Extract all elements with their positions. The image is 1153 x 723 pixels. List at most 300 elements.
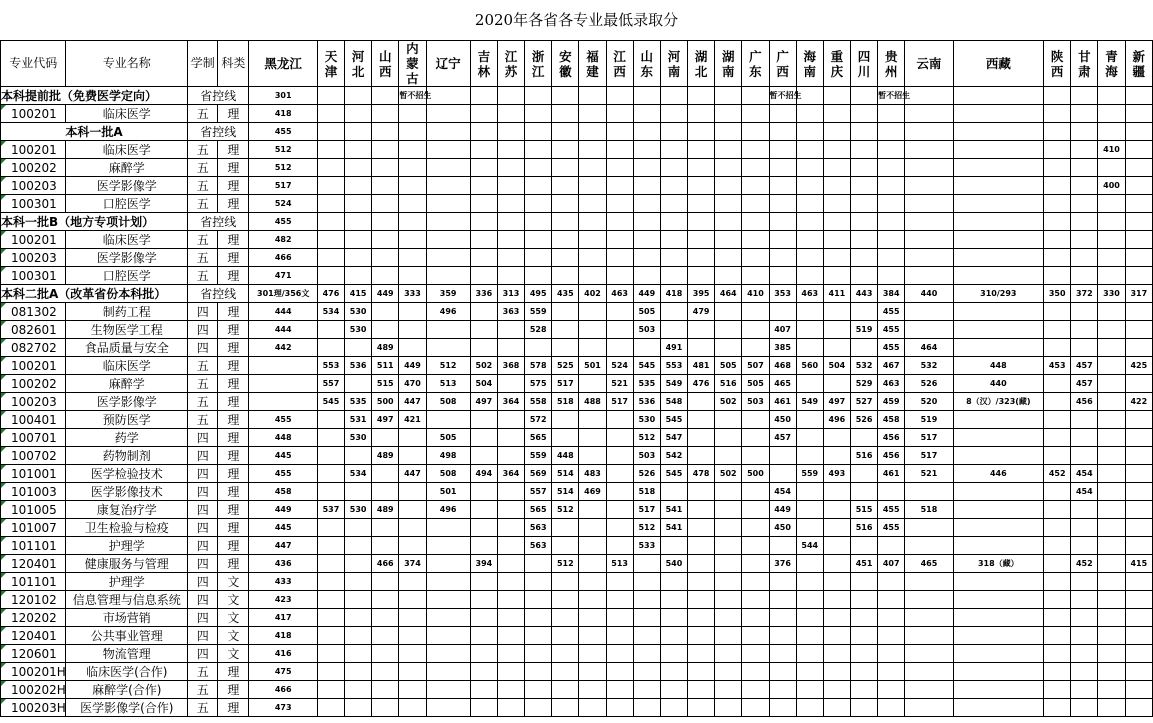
score-cell: 359 xyxy=(426,285,470,303)
major-name: 公共事业管理 xyxy=(66,627,188,645)
score-cell xyxy=(579,681,606,699)
score-cell xyxy=(497,573,524,591)
score-cell xyxy=(606,177,633,195)
batch-row xyxy=(1,285,1153,303)
score-cell xyxy=(579,213,606,231)
score-cell: 512 xyxy=(552,555,579,573)
score-cell xyxy=(525,663,552,681)
score-cell xyxy=(579,663,606,681)
score-cell xyxy=(953,159,1044,177)
score-cell: 540 xyxy=(660,555,687,573)
score-cell: 549 xyxy=(660,375,687,393)
score-cell xyxy=(1098,393,1125,411)
score-cell xyxy=(633,213,660,231)
score-cell xyxy=(497,123,524,141)
score-cell xyxy=(345,627,372,645)
score-cell xyxy=(742,645,769,663)
score-cell xyxy=(345,87,372,105)
score-cell xyxy=(317,591,344,609)
duration: 四 xyxy=(188,429,218,447)
duration: 五 xyxy=(188,105,218,123)
score-cell: 449 xyxy=(399,357,426,375)
score-cell xyxy=(470,699,497,717)
score-cell xyxy=(345,537,372,555)
score-cell: 385 xyxy=(769,339,796,357)
score-cell xyxy=(905,105,953,123)
score-cell xyxy=(1125,177,1152,195)
score-cell xyxy=(372,429,399,447)
score-cell: 493 xyxy=(823,465,850,483)
score-cell: 517 xyxy=(552,375,579,393)
score-cell xyxy=(953,591,1044,609)
score-cell xyxy=(1125,483,1152,501)
score-cell xyxy=(1071,627,1098,645)
score-cell xyxy=(470,267,497,285)
score-cell xyxy=(878,267,905,285)
score-cell xyxy=(1071,591,1098,609)
score-cell: 364 xyxy=(497,465,524,483)
table-row xyxy=(1,357,1153,375)
score-cell xyxy=(317,465,344,483)
score-cell xyxy=(1125,87,1152,105)
score-cell xyxy=(905,321,953,339)
score-cell xyxy=(715,681,742,699)
major-code: 101005 xyxy=(1,501,66,519)
table-row xyxy=(1,159,1153,177)
score-cell xyxy=(525,699,552,717)
score-cell xyxy=(426,627,470,645)
score-cell xyxy=(426,555,470,573)
score-cell xyxy=(399,177,426,195)
score-cell: 466 xyxy=(249,681,317,699)
score-cell: 456 xyxy=(1071,393,1098,411)
score-cell: 457 xyxy=(769,429,796,447)
score-cell: 559 xyxy=(796,465,823,483)
score-cell xyxy=(1071,87,1098,105)
score-cell: 572 xyxy=(525,411,552,429)
province-header: 天津 xyxy=(317,41,344,87)
score-cell xyxy=(796,609,823,627)
score-cell xyxy=(497,231,524,249)
province-header: 重庆 xyxy=(823,41,850,87)
score-cell xyxy=(345,339,372,357)
score-cell xyxy=(372,627,399,645)
score-cell: 415 xyxy=(345,285,372,303)
table-body xyxy=(1,87,1153,717)
score-cell xyxy=(1098,465,1125,483)
score-cell: 425 xyxy=(1125,357,1152,375)
score-cell xyxy=(470,213,497,231)
score-cell xyxy=(823,339,850,357)
score-cell xyxy=(953,141,1044,159)
score-cell: 451 xyxy=(850,555,877,573)
score-cell: 541 xyxy=(660,501,687,519)
score-cell xyxy=(1125,411,1152,429)
score-cell xyxy=(742,195,769,213)
score-cell xyxy=(1071,699,1098,717)
score-cell xyxy=(552,627,579,645)
score-cell xyxy=(552,141,579,159)
score-cell: 482 xyxy=(249,231,317,249)
score-cell: 418 xyxy=(249,627,317,645)
score-cell xyxy=(317,231,344,249)
score-cell xyxy=(426,195,470,213)
score-cell: 528 xyxy=(525,321,552,339)
score-cell xyxy=(1125,699,1152,717)
score-cell xyxy=(372,519,399,537)
score-cell xyxy=(1125,195,1152,213)
score-cell xyxy=(470,501,497,519)
score-cell xyxy=(525,267,552,285)
score-cell xyxy=(660,573,687,591)
score-cell xyxy=(345,141,372,159)
table-row xyxy=(1,141,1153,159)
score-cell xyxy=(399,321,426,339)
score-cell xyxy=(1044,645,1071,663)
table-row xyxy=(1,519,1153,537)
score-cell xyxy=(878,681,905,699)
score-cell xyxy=(878,627,905,645)
score-cell xyxy=(953,123,1044,141)
major-name: 物流管理 xyxy=(66,645,188,663)
score-cell xyxy=(552,609,579,627)
score-cell xyxy=(1044,699,1071,717)
score-cell xyxy=(796,573,823,591)
score-cell: 384 xyxy=(878,285,905,303)
score-cell xyxy=(606,663,633,681)
score-cell: 500 xyxy=(742,465,769,483)
major-code: 100201 xyxy=(1,231,66,249)
major-name: 麻醉学 xyxy=(66,159,188,177)
score-cell xyxy=(345,159,372,177)
province-header: 内蒙古 xyxy=(399,41,426,87)
score-cell xyxy=(688,231,715,249)
score-cell xyxy=(552,573,579,591)
score-cell xyxy=(317,123,344,141)
score-cell xyxy=(742,627,769,645)
score-cell xyxy=(905,699,953,717)
province-header: 甘肃 xyxy=(1071,41,1098,87)
score-cell: 517 xyxy=(606,393,633,411)
score-cell xyxy=(1071,159,1098,177)
score-cell xyxy=(552,249,579,267)
score-cell xyxy=(660,681,687,699)
score-cell xyxy=(905,231,953,249)
score-cell: 364 xyxy=(497,393,524,411)
province-header: 陕西 xyxy=(1044,41,1071,87)
score-cell xyxy=(905,267,953,285)
score-cell xyxy=(470,483,497,501)
score-cell xyxy=(552,339,579,357)
score-cell xyxy=(688,159,715,177)
score-cell xyxy=(497,195,524,213)
score-cell xyxy=(953,627,1044,645)
duration: 四 xyxy=(188,501,218,519)
score-cell: 469 xyxy=(579,483,606,501)
score-cell xyxy=(470,519,497,537)
score-cell xyxy=(579,609,606,627)
score-cell xyxy=(953,339,1044,357)
score-cell xyxy=(1044,141,1071,159)
subject-type: 理 xyxy=(218,393,249,411)
score-cell xyxy=(633,177,660,195)
score-cell: 537 xyxy=(317,501,344,519)
score-cell xyxy=(796,663,823,681)
score-cell xyxy=(426,159,470,177)
score-cell: 454 xyxy=(1071,465,1098,483)
table-row xyxy=(1,267,1153,285)
score-cell xyxy=(1098,555,1125,573)
score-cell xyxy=(525,159,552,177)
score-cell: 435 xyxy=(552,285,579,303)
score-cell: 478 xyxy=(688,465,715,483)
score-cell xyxy=(470,123,497,141)
score-cell: 暂不招生 xyxy=(769,87,796,105)
score-cell xyxy=(742,249,769,267)
score-cell xyxy=(796,447,823,465)
score-cell xyxy=(372,87,399,105)
score-cell xyxy=(606,321,633,339)
duration: 五 xyxy=(188,177,218,195)
score-cell xyxy=(470,195,497,213)
score-cell xyxy=(552,303,579,321)
score-cell xyxy=(1125,303,1152,321)
score-cell: 559 xyxy=(525,447,552,465)
score-cell: 517 xyxy=(905,429,953,447)
score-cell xyxy=(317,339,344,357)
score-cell xyxy=(1098,681,1125,699)
score-cell xyxy=(426,141,470,159)
score-cell xyxy=(1125,591,1152,609)
score-cell: 458 xyxy=(249,483,317,501)
score-cell: 505 xyxy=(742,375,769,393)
score-cell xyxy=(769,627,796,645)
score-cell xyxy=(715,447,742,465)
score-cell xyxy=(796,195,823,213)
score-cell xyxy=(905,213,953,231)
score-cell xyxy=(606,213,633,231)
score-cell xyxy=(769,681,796,699)
score-cell xyxy=(1044,681,1071,699)
score-cell xyxy=(1044,609,1071,627)
score-cell: 455 xyxy=(878,321,905,339)
score-cell xyxy=(1125,627,1152,645)
subject-type: 理 xyxy=(218,267,249,285)
score-cell xyxy=(317,177,344,195)
score-cell xyxy=(1071,231,1098,249)
score-cell: 363 xyxy=(497,303,524,321)
score-cell xyxy=(552,663,579,681)
score-cell: 504 xyxy=(823,357,850,375)
score-cell xyxy=(769,465,796,483)
batch-row xyxy=(1,213,1153,231)
score-cell xyxy=(769,699,796,717)
score-cell xyxy=(525,195,552,213)
score-cell xyxy=(345,213,372,231)
score-cell xyxy=(715,573,742,591)
score-cell xyxy=(1071,663,1098,681)
score-cell: 372 xyxy=(1071,285,1098,303)
score-cell xyxy=(796,411,823,429)
major-name: 麻醉学 xyxy=(66,375,188,393)
province-header: 江苏 xyxy=(497,41,524,87)
score-cell xyxy=(823,231,850,249)
score-cell xyxy=(497,663,524,681)
score-cell: 436 xyxy=(249,555,317,573)
major-name: 信息管理与信息系统 xyxy=(66,591,188,609)
score-cell: 476 xyxy=(317,285,344,303)
score-cell xyxy=(688,105,715,123)
major-name: 医学影像技术 xyxy=(66,483,188,501)
score-cell xyxy=(850,645,877,663)
duration: 五 xyxy=(188,267,218,285)
score-cell xyxy=(1098,483,1125,501)
score-cell xyxy=(1125,447,1152,465)
score-cell xyxy=(660,321,687,339)
duration: 五 xyxy=(188,159,218,177)
score-cell xyxy=(552,267,579,285)
score-cell xyxy=(579,123,606,141)
score-cell xyxy=(525,249,552,267)
score-cell: 481 xyxy=(688,357,715,375)
major-name: 麻醉学(合作) xyxy=(66,681,188,699)
duration: 五 xyxy=(188,357,218,375)
duration: 四 xyxy=(188,465,218,483)
score-cell xyxy=(1098,537,1125,555)
major-code: 100203 xyxy=(1,177,66,195)
score-cell: 512 xyxy=(633,429,660,447)
score-cell: 417 xyxy=(249,609,317,627)
score-cell: 534 xyxy=(345,465,372,483)
score-cell xyxy=(905,663,953,681)
score-cell xyxy=(1125,465,1152,483)
table-row xyxy=(1,699,1153,717)
major-code: 082601 xyxy=(1,321,66,339)
major-name: 健康服务与管理 xyxy=(66,555,188,573)
score-cell: 497 xyxy=(372,411,399,429)
score-cell xyxy=(688,447,715,465)
province-header: 江西 xyxy=(606,41,633,87)
major-code: 101003 xyxy=(1,483,66,501)
score-cell xyxy=(372,141,399,159)
score-cell xyxy=(579,231,606,249)
score-cell xyxy=(850,231,877,249)
major-name: 医学影像学 xyxy=(66,249,188,267)
score-cell xyxy=(1044,321,1071,339)
score-cell: 497 xyxy=(470,393,497,411)
score-cell xyxy=(878,537,905,555)
score-cell: 456 xyxy=(878,429,905,447)
score-cell xyxy=(796,321,823,339)
score-cell xyxy=(579,159,606,177)
score-cell: 394 xyxy=(470,555,497,573)
subject-type: 理 xyxy=(218,375,249,393)
province-header: 海南 xyxy=(796,41,823,87)
score-cell xyxy=(633,609,660,627)
score-cell xyxy=(606,699,633,717)
score-cell xyxy=(470,663,497,681)
score-cell xyxy=(579,249,606,267)
score-cell: 455 xyxy=(249,123,317,141)
score-cell xyxy=(552,213,579,231)
province-header: 湖北 xyxy=(688,41,715,87)
score-cell: 516 xyxy=(715,375,742,393)
score-cell xyxy=(497,429,524,447)
score-cell xyxy=(345,177,372,195)
score-cell xyxy=(470,573,497,591)
province-header: 吉林 xyxy=(470,41,497,87)
score-cell xyxy=(769,537,796,555)
score-cell xyxy=(399,123,426,141)
score-cell xyxy=(399,681,426,699)
score-cell xyxy=(796,213,823,231)
subject-type: 理 xyxy=(218,429,249,447)
score-cell xyxy=(823,447,850,465)
duration: 四 xyxy=(188,519,218,537)
score-cell: 563 xyxy=(525,537,552,555)
score-cell xyxy=(372,609,399,627)
score-cell xyxy=(850,663,877,681)
score-cell xyxy=(606,537,633,555)
score-cell xyxy=(497,609,524,627)
province-header: 山东 xyxy=(633,41,660,87)
duration: 四 xyxy=(188,627,218,645)
score-cell: 8（汉）/323(藏) xyxy=(953,393,1044,411)
score-cell xyxy=(249,375,317,393)
score-cell xyxy=(878,609,905,627)
score-cell xyxy=(426,213,470,231)
score-cell xyxy=(633,339,660,357)
score-cell xyxy=(742,591,769,609)
score-cell xyxy=(606,195,633,213)
score-cell xyxy=(372,303,399,321)
score-cell xyxy=(317,87,344,105)
score-cell xyxy=(249,393,317,411)
score-cell xyxy=(715,267,742,285)
score-cell xyxy=(1098,339,1125,357)
score-cell: 433 xyxy=(249,573,317,591)
score-cell xyxy=(345,663,372,681)
province-header: 福建 xyxy=(579,41,606,87)
score-cell xyxy=(345,645,372,663)
score-cell xyxy=(497,177,524,195)
score-cell xyxy=(715,177,742,195)
duration: 四 xyxy=(188,483,218,501)
score-cell: 416 xyxy=(249,645,317,663)
score-cell: 459 xyxy=(878,393,905,411)
score-cell xyxy=(823,537,850,555)
score-cell: 530 xyxy=(345,321,372,339)
score-cell: 448 xyxy=(953,357,1044,375)
score-cell xyxy=(953,213,1044,231)
score-cell xyxy=(552,537,579,555)
score-cell xyxy=(1125,519,1152,537)
score-cell xyxy=(633,591,660,609)
score-cell xyxy=(497,627,524,645)
score-cell xyxy=(660,303,687,321)
major-code: 120401 xyxy=(1,627,66,645)
major-code: 100701 xyxy=(1,429,66,447)
score-cell xyxy=(1071,105,1098,123)
header-row xyxy=(1,41,1153,87)
score-cell: 447 xyxy=(249,537,317,555)
score-cell xyxy=(606,249,633,267)
score-cell xyxy=(372,177,399,195)
score-cell: 457 xyxy=(1071,375,1098,393)
score-cell: 519 xyxy=(850,321,877,339)
score-cell xyxy=(470,249,497,267)
score-cell xyxy=(850,195,877,213)
